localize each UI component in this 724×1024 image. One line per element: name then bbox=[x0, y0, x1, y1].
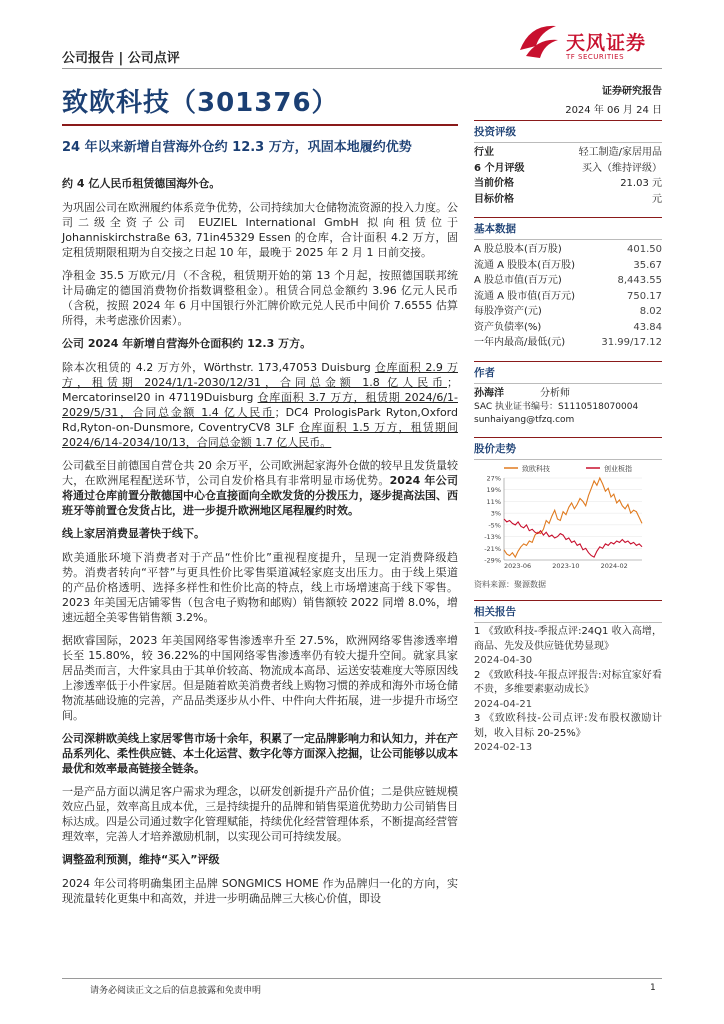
text-span: ；DC4 PrologisPark Ryton,Oxford Rd,Ryton-on-Dunsmore, CoventryCV8 3LF bbox=[62, 406, 458, 434]
section-heading: 约 4 亿人民币租赁德国海外仓。 bbox=[62, 177, 221, 190]
brand-logo-icon bbox=[516, 20, 560, 64]
section-heading: 调整盈利预测，维持“买入”评级 bbox=[62, 853, 220, 866]
chart-source: 资料来源：聚源数据 bbox=[474, 580, 546, 589]
data-row bbox=[474, 289, 662, 305]
company-title: 致欧科技（301376） bbox=[62, 88, 339, 118]
section-heading: 线上家居消费显著快于线下。 bbox=[62, 527, 205, 540]
underlined-text: 仓库面积 1.5 万方，租赁期间 2024/6/14-2034/10/13，合同总金额 1.7 亿人民币。 bbox=[62, 421, 458, 449]
row-label: 当前价格 bbox=[474, 178, 514, 189]
rating-section-title: 投资评级 bbox=[474, 121, 662, 143]
basic-data-title: 基本数据 bbox=[474, 218, 662, 240]
related-report-item[interactable] bbox=[474, 625, 662, 669]
title-divider bbox=[62, 124, 458, 126]
row-label: 流通 A 股市值(百万元) bbox=[474, 290, 576, 302]
y-tick-label: -29% bbox=[484, 556, 501, 565]
related-reports-title: 相关报告 bbox=[474, 601, 662, 623]
x-tick-label: 2023-10 bbox=[552, 562, 580, 570]
brand-name: 天风证券 bbox=[566, 32, 647, 54]
related-report-item[interactable] bbox=[474, 712, 662, 756]
row-label: 6 个月评级 bbox=[474, 162, 525, 174]
row-label: 流通 A 股股本(百万股) bbox=[474, 259, 576, 271]
bold-text: 2024 年公司将通过仓库前置分散德国中心仓直接面向全欧发货的分拨压力，逐步提高法国、西班牙等前置仓发货占比，进一步提升欧洲地区尾程履约时效。 bbox=[62, 474, 458, 517]
row-value: 轻工制造/家居用品 bbox=[578, 147, 662, 158]
data-row bbox=[474, 242, 662, 258]
related-report-date: 2024-04-30 bbox=[474, 655, 533, 666]
report-type: 公司报告 | 公司点评 bbox=[62, 51, 180, 66]
brand-logo bbox=[516, 20, 666, 70]
underlined-text: 仓库面积 2.9 万方，租赁期 2024/1/1-2030/12/31，合同总金额 1.8 亿人民币 bbox=[62, 361, 458, 389]
analyst-sac: SAC 执业证书编号：S1110518070004 bbox=[474, 402, 639, 412]
related-report-date: 2024-04-21 bbox=[474, 698, 533, 710]
basic-data-table bbox=[474, 242, 662, 351]
analyst-email[interactable]: sunhaiyang@tfzq.com bbox=[474, 415, 575, 425]
row-value: 21.03 元 bbox=[620, 178, 662, 189]
text-span: ；Mercatorinsel20 in 47119Duisburg bbox=[62, 376, 458, 404]
y-tick-label: 3% bbox=[490, 509, 501, 518]
x-tick-label: 2023-06 bbox=[504, 562, 532, 570]
chart-section-title: 股价走势 bbox=[474, 438, 662, 460]
stock-chart-svg bbox=[474, 462, 662, 574]
data-row bbox=[474, 258, 662, 274]
brand-name-en: TF SECURITIES bbox=[566, 53, 625, 61]
row-value: 31.99/17.12 bbox=[601, 337, 662, 348]
related-report-title: 3 《致欧科技-公司点评:发布股权激励计划，收入目标 20-25%》 bbox=[474, 713, 662, 739]
row-label: A 股总市值(百万元) bbox=[474, 275, 562, 286]
y-tick-label: -13% bbox=[484, 533, 501, 542]
data-row bbox=[474, 320, 662, 336]
paragraph bbox=[62, 360, 458, 450]
data-row bbox=[474, 304, 662, 320]
text-span: 除本次租赁的 4.2 万方外，Wörthstr. 173,47053 Duisburg bbox=[62, 361, 375, 374]
stock-chart bbox=[474, 462, 662, 577]
row-value: 401.50 bbox=[627, 244, 662, 255]
page-number: 1 bbox=[650, 983, 656, 993]
row-value: 买入（维持评级） bbox=[582, 162, 662, 174]
y-tick-label: -5% bbox=[488, 521, 501, 530]
legend-label: 致欧科技 bbox=[522, 465, 550, 473]
data-row bbox=[474, 145, 662, 161]
author-section-title: 作者 bbox=[474, 362, 662, 384]
bold-paragraph: 公司深耕欧美线上家居零售市场十余年，积累了一定品牌影响力和认知力，并在产品系列化、柔性供应链、本土化运营、数字化等方面深入挖掘，让公司能够以成本最优和效率最高链接全链条。 bbox=[62, 732, 458, 775]
legend-label: 创业板指 bbox=[604, 465, 632, 473]
related-report-date: 2024-02-13 bbox=[474, 742, 533, 753]
paragraph: 据欧睿国际，2023 年美国网络零售渗透率升至 27.5%，欧洲网络零售渗透率增长至 15.80%，较 36.22%的中国网络零售渗透率仍有较大提升空间。就家具家居品类而言，大件家具由于其单价较高、物流成本高昂、运送安装难度大等原因线上渗透率低于小件家居。但是随着欧美消费者线上购物习惯的养成和海外市场仓储物流基础设施的完善，产品品类逐步从小件、中件向大件拓展，进一步提升市场空间。 bbox=[62, 634, 458, 722]
sidebar bbox=[474, 120, 662, 756]
paragraph: 为巩固公司在欧洲履约体系竞争优势，公司持续加大仓储物流资源的投入力度。公司二级全资子公司 EUZIEL International GmbH 拟向租赁位于 Johanniskirchstraße 63, 71in45329 Essen 的仓库，合计面积 4.2 万方，固定租赁期限租期为自交接之日起 10 年，最晚于 2025 年 2 月 1 日前交接。 bbox=[62, 201, 458, 259]
related-reports-list bbox=[474, 625, 662, 756]
paragraph: 2024 年公司将明确集团主品牌 SONGMICS HOME 作为品牌归一化的方向，实现流量转化更集中和高效，并进一步明确品牌三大核心价值，即设 bbox=[62, 877, 458, 905]
paragraph bbox=[62, 458, 458, 518]
paragraph: 一是产品方面以满足客户需求为理念，以研发创新提升产品价值；二是供应链规模效应凸显，效率高且成本优，三是持续提升的品牌和销售渠道优势助力公司销售目标达成。四是公司通过数字化管理赋能，持续优化经营管理体系，不断提高经营管理效率，完善人才培养激励机制，以实现公司可持续发展。 bbox=[62, 785, 458, 843]
footer-disclaimer: 请务必阅读正文之后的信息披露和免责申明 bbox=[90, 986, 262, 996]
x-tick-label: 2024-02 bbox=[600, 562, 628, 570]
y-tick-label: -21% bbox=[484, 544, 501, 553]
report-date: 2024 年 06 月 24 日 bbox=[565, 105, 662, 116]
related-report-title: 1 《致欧科技-季报点评:24Q1 收入高增，商品、先发及供应链优势显现》 bbox=[474, 626, 662, 652]
text-span: 公司截至目前德国自营仓共 20 余万平，公司欧洲起家海外仓做的较早且发货量较大，在欧洲尾程配送环节，公司自发价格具有非常明显市场优势。 bbox=[62, 459, 458, 487]
paragraph: 净租金 35.5 万欧元/月（不含税，租赁期开始的第 13 个月起，按照德国联邦统计局确定的德国消费物价指数调整租金）。租赁合同总金额约 3.96 亿元人民币（含税，按照 2024 年 6 月中国银行外汇牌价欧元兑人民币中间价 7.6555 估算所得，未考虑涨价因素）。 bbox=[62, 269, 458, 327]
related-report-title: 2 《致欧科技-年报点评报告:对标宜家好看不贵，多维要素驱动成长》 bbox=[474, 669, 662, 695]
row-value: 35.67 bbox=[633, 259, 662, 271]
report-category: 证券研究报告 bbox=[602, 86, 662, 97]
footer-divider bbox=[62, 978, 662, 979]
paragraph: 欧美通胀环境下消费者对于产品“性价比”重视程度提升，呈现一定消费降级趋势。消费者转向“平替”与更具性价比零售渠道减轻家庭支出压力。由于线上渠道的产品价格透明、选择多样性和性价比高的特点，线上市场增速高于线下零售。2023 年美国无店铺零售（包含电子购物和邮购）销售额较 2022 同增 8.0%，增速远超全美零售销售额 3.2%。 bbox=[62, 551, 458, 624]
analyst-name: 孙海洋 bbox=[474, 387, 504, 399]
data-row bbox=[474, 192, 662, 208]
section-heading: 公司 2024 年新增自营海外仓面积约 12.3 万方。 bbox=[62, 337, 312, 350]
main-body bbox=[62, 172, 458, 914]
row-value: 750.17 bbox=[627, 290, 662, 302]
y-tick-label: 19% bbox=[486, 486, 501, 495]
data-row bbox=[474, 161, 662, 177]
analyst-role: 分析师 bbox=[540, 387, 570, 399]
data-row bbox=[474, 176, 662, 192]
row-label: 目标价格 bbox=[474, 193, 514, 205]
row-value: 8.02 bbox=[639, 306, 662, 317]
report-headline: 24 年以来新增自营海外仓约 12.3 万方，巩固本地履约优势 bbox=[62, 140, 412, 155]
row-label: 一年内最高/最低(元) bbox=[474, 337, 566, 348]
analyst-row bbox=[474, 386, 662, 402]
row-value: 8,443.55 bbox=[617, 275, 662, 286]
row-value: 43.84 bbox=[633, 321, 662, 333]
related-report-item[interactable] bbox=[474, 669, 662, 713]
y-tick-label: 27% bbox=[486, 474, 501, 483]
data-row bbox=[474, 273, 662, 289]
rating-table bbox=[474, 145, 662, 207]
row-label: A 股总股本(百万股) bbox=[474, 244, 562, 255]
row-label: 资产负债率(%) bbox=[474, 321, 542, 333]
y-tick-label: 11% bbox=[486, 497, 501, 506]
data-row bbox=[474, 335, 662, 351]
row-value: 元 bbox=[652, 193, 662, 205]
row-label: 行业 bbox=[474, 147, 494, 158]
row-label: 每股净资产(元) bbox=[474, 306, 542, 317]
underlined-text: 仓库面积 3.7 万方，租赁期 2024/6/1-2029/5/31，合同总金额 1.4 亿人民币 bbox=[62, 391, 458, 419]
